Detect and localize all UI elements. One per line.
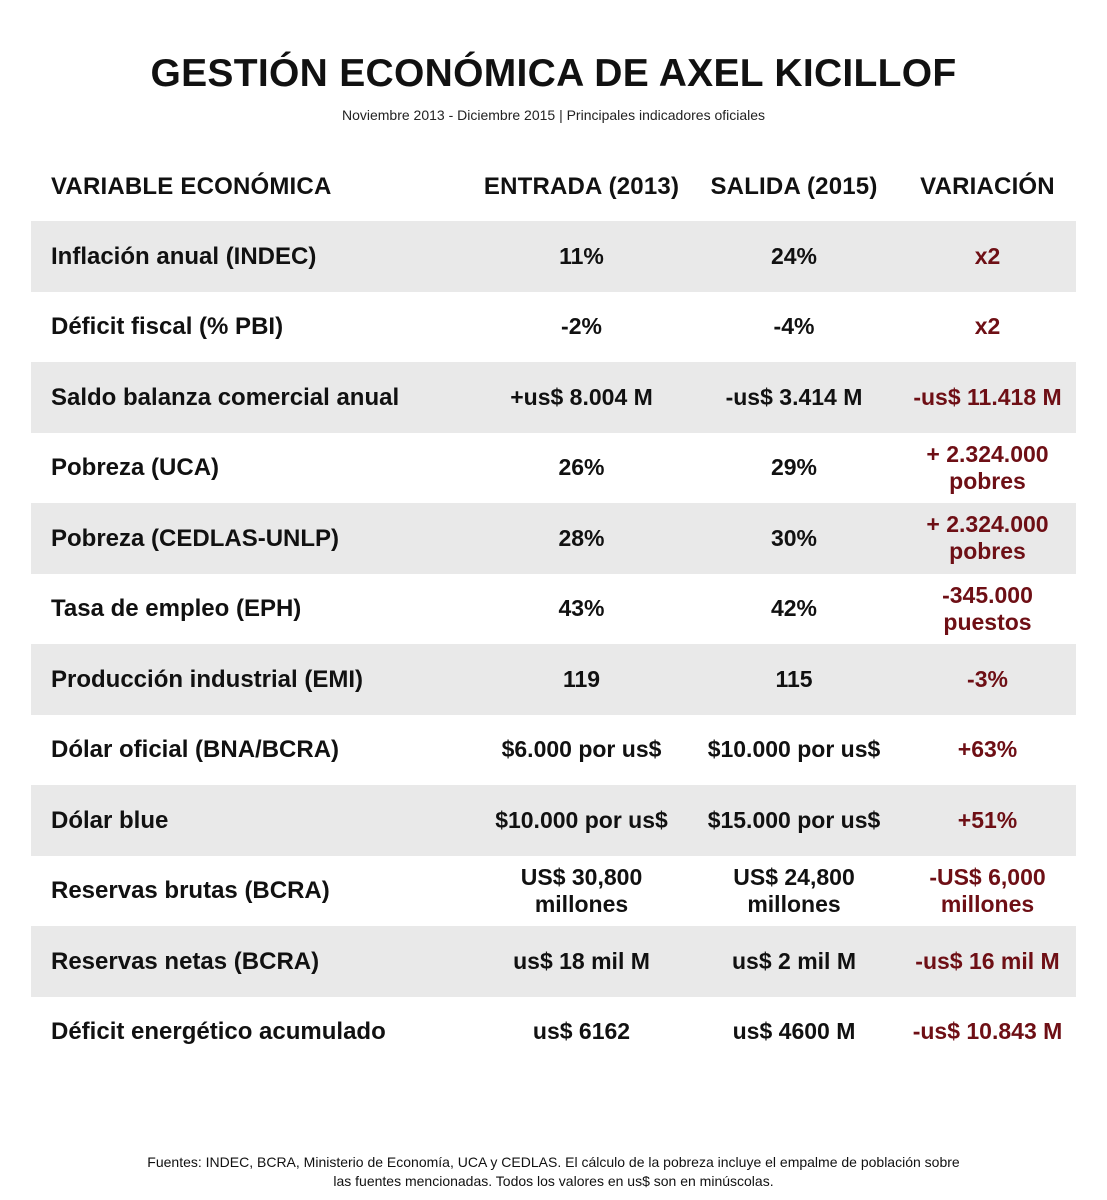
row-salida: 42% <box>770 595 818 622</box>
row-salida: us$ 4600 M <box>732 1018 856 1045</box>
row-variacion: + 2.324.000 pobres <box>926 440 1049 494</box>
table-header-row <box>31 152 1076 221</box>
header-variable: VARIABLE ECONÓMICA <box>51 173 332 200</box>
row-variable: Inflación anual (INDEC) <box>51 242 317 270</box>
table-row <box>31 574 1076 645</box>
row-salida: -4% <box>773 313 815 340</box>
row-entrada: 11% <box>559 242 604 269</box>
row-salida: us$ 2 mil M <box>732 947 856 974</box>
row-salida: 24% <box>770 242 818 269</box>
row-variacion: +51% <box>957 806 1018 833</box>
table-row <box>31 644 1076 715</box>
row-variable: Reservas netas (BCRA) <box>51 947 320 975</box>
sources-line-2: las fuentes mencionadas. Todos los valores en us$ son en minúscolas. <box>333 1173 774 1189</box>
table-row <box>31 856 1076 927</box>
table-row <box>31 997 1076 1068</box>
indicators-table <box>31 152 1076 1067</box>
row-variacion: x2 <box>974 242 1001 269</box>
row-entrada: $10.000 por us$ <box>495 806 668 833</box>
row-salida: -us$ 3.414 M <box>725 383 863 410</box>
table-row <box>31 292 1076 363</box>
row-variacion: -345.000 puestos <box>942 581 1033 635</box>
row-entrada: US$ 30,800 millones <box>520 863 643 917</box>
table-row <box>31 221 1076 292</box>
header-variacion: VARIACIÓN <box>920 173 1055 200</box>
row-variable: Reservas brutas (BCRA) <box>51 877 330 905</box>
row-entrada: us$ 18 mil M <box>513 947 650 974</box>
table-row <box>31 926 1076 997</box>
row-variacion: -us$ 16 mil M <box>915 947 1060 974</box>
header-entrada: ENTRADA (2013) <box>483 173 680 200</box>
table-row <box>31 785 1076 856</box>
row-variacion: -us$ 10.843 M <box>912 1018 1063 1045</box>
row-variacion: + 2.324.000 pobres <box>926 511 1049 565</box>
row-entrada: 28% <box>558 524 605 551</box>
row-entrada: +us$ 8.004 M <box>510 383 653 410</box>
row-variacion: -US$ 6,000 millones <box>929 863 1046 917</box>
row-variable: Déficit energético acumulado <box>51 1018 386 1046</box>
row-variacion: -3% <box>967 665 1008 692</box>
sources-note <box>0 1153 1107 1191</box>
row-variacion: x2 <box>974 313 1001 340</box>
table-row <box>31 362 1076 433</box>
row-salida: US$ 24,800 millones <box>733 863 855 917</box>
table-row <box>31 503 1076 574</box>
row-salida: $15.000 por us$ <box>707 806 881 833</box>
row-salida: 115 <box>775 665 813 692</box>
row-variable: Pobreza (CEDLAS-UNLP) <box>51 524 340 552</box>
row-variable: Dólar oficial (BNA/BCRA) <box>51 736 340 764</box>
row-variable: Tasa de empleo (EPH) <box>51 595 302 623</box>
row-variable: Producción industrial (EMI) <box>51 665 364 693</box>
header-salida: SALIDA (2015) <box>710 173 878 200</box>
row-entrada: 26% <box>558 454 605 481</box>
row-salida: $10.000 por us$ <box>707 736 881 763</box>
sources-line-1: Fuentes: INDEC, BCRA, Ministerio de Economía, UCA y CEDLAS. El cálculo de la pobreza incluye el empalme de población sobre <box>147 1154 960 1170</box>
table-row <box>31 433 1076 504</box>
row-entrada: -2% <box>561 313 602 340</box>
row-variable: Dólar blue <box>51 806 169 834</box>
table-row <box>31 715 1076 786</box>
row-variacion: -us$ 11.418 M <box>913 383 1062 410</box>
row-variacion: +63% <box>957 736 1018 763</box>
row-salida: 29% <box>770 454 818 481</box>
row-variable: Déficit fiscal (% PBI) <box>51 313 284 341</box>
row-variable: Saldo balanza comercial anual <box>51 383 400 411</box>
row-variable: Pobreza (UCA) <box>51 454 220 482</box>
page-title: GESTIÓN ECONÓMICA DE AXEL KICILLOF <box>150 52 957 95</box>
row-entrada: $6.000 por us$ <box>501 736 662 763</box>
page-subtitle: Noviembre 2013 - Diciembre 2015 | Principales indicadores oficiales <box>341 107 766 123</box>
row-entrada: 43% <box>558 595 605 622</box>
row-entrada: 119 <box>562 665 601 692</box>
row-salida: 30% <box>770 524 818 551</box>
row-entrada: us$ 6162 <box>532 1018 631 1045</box>
